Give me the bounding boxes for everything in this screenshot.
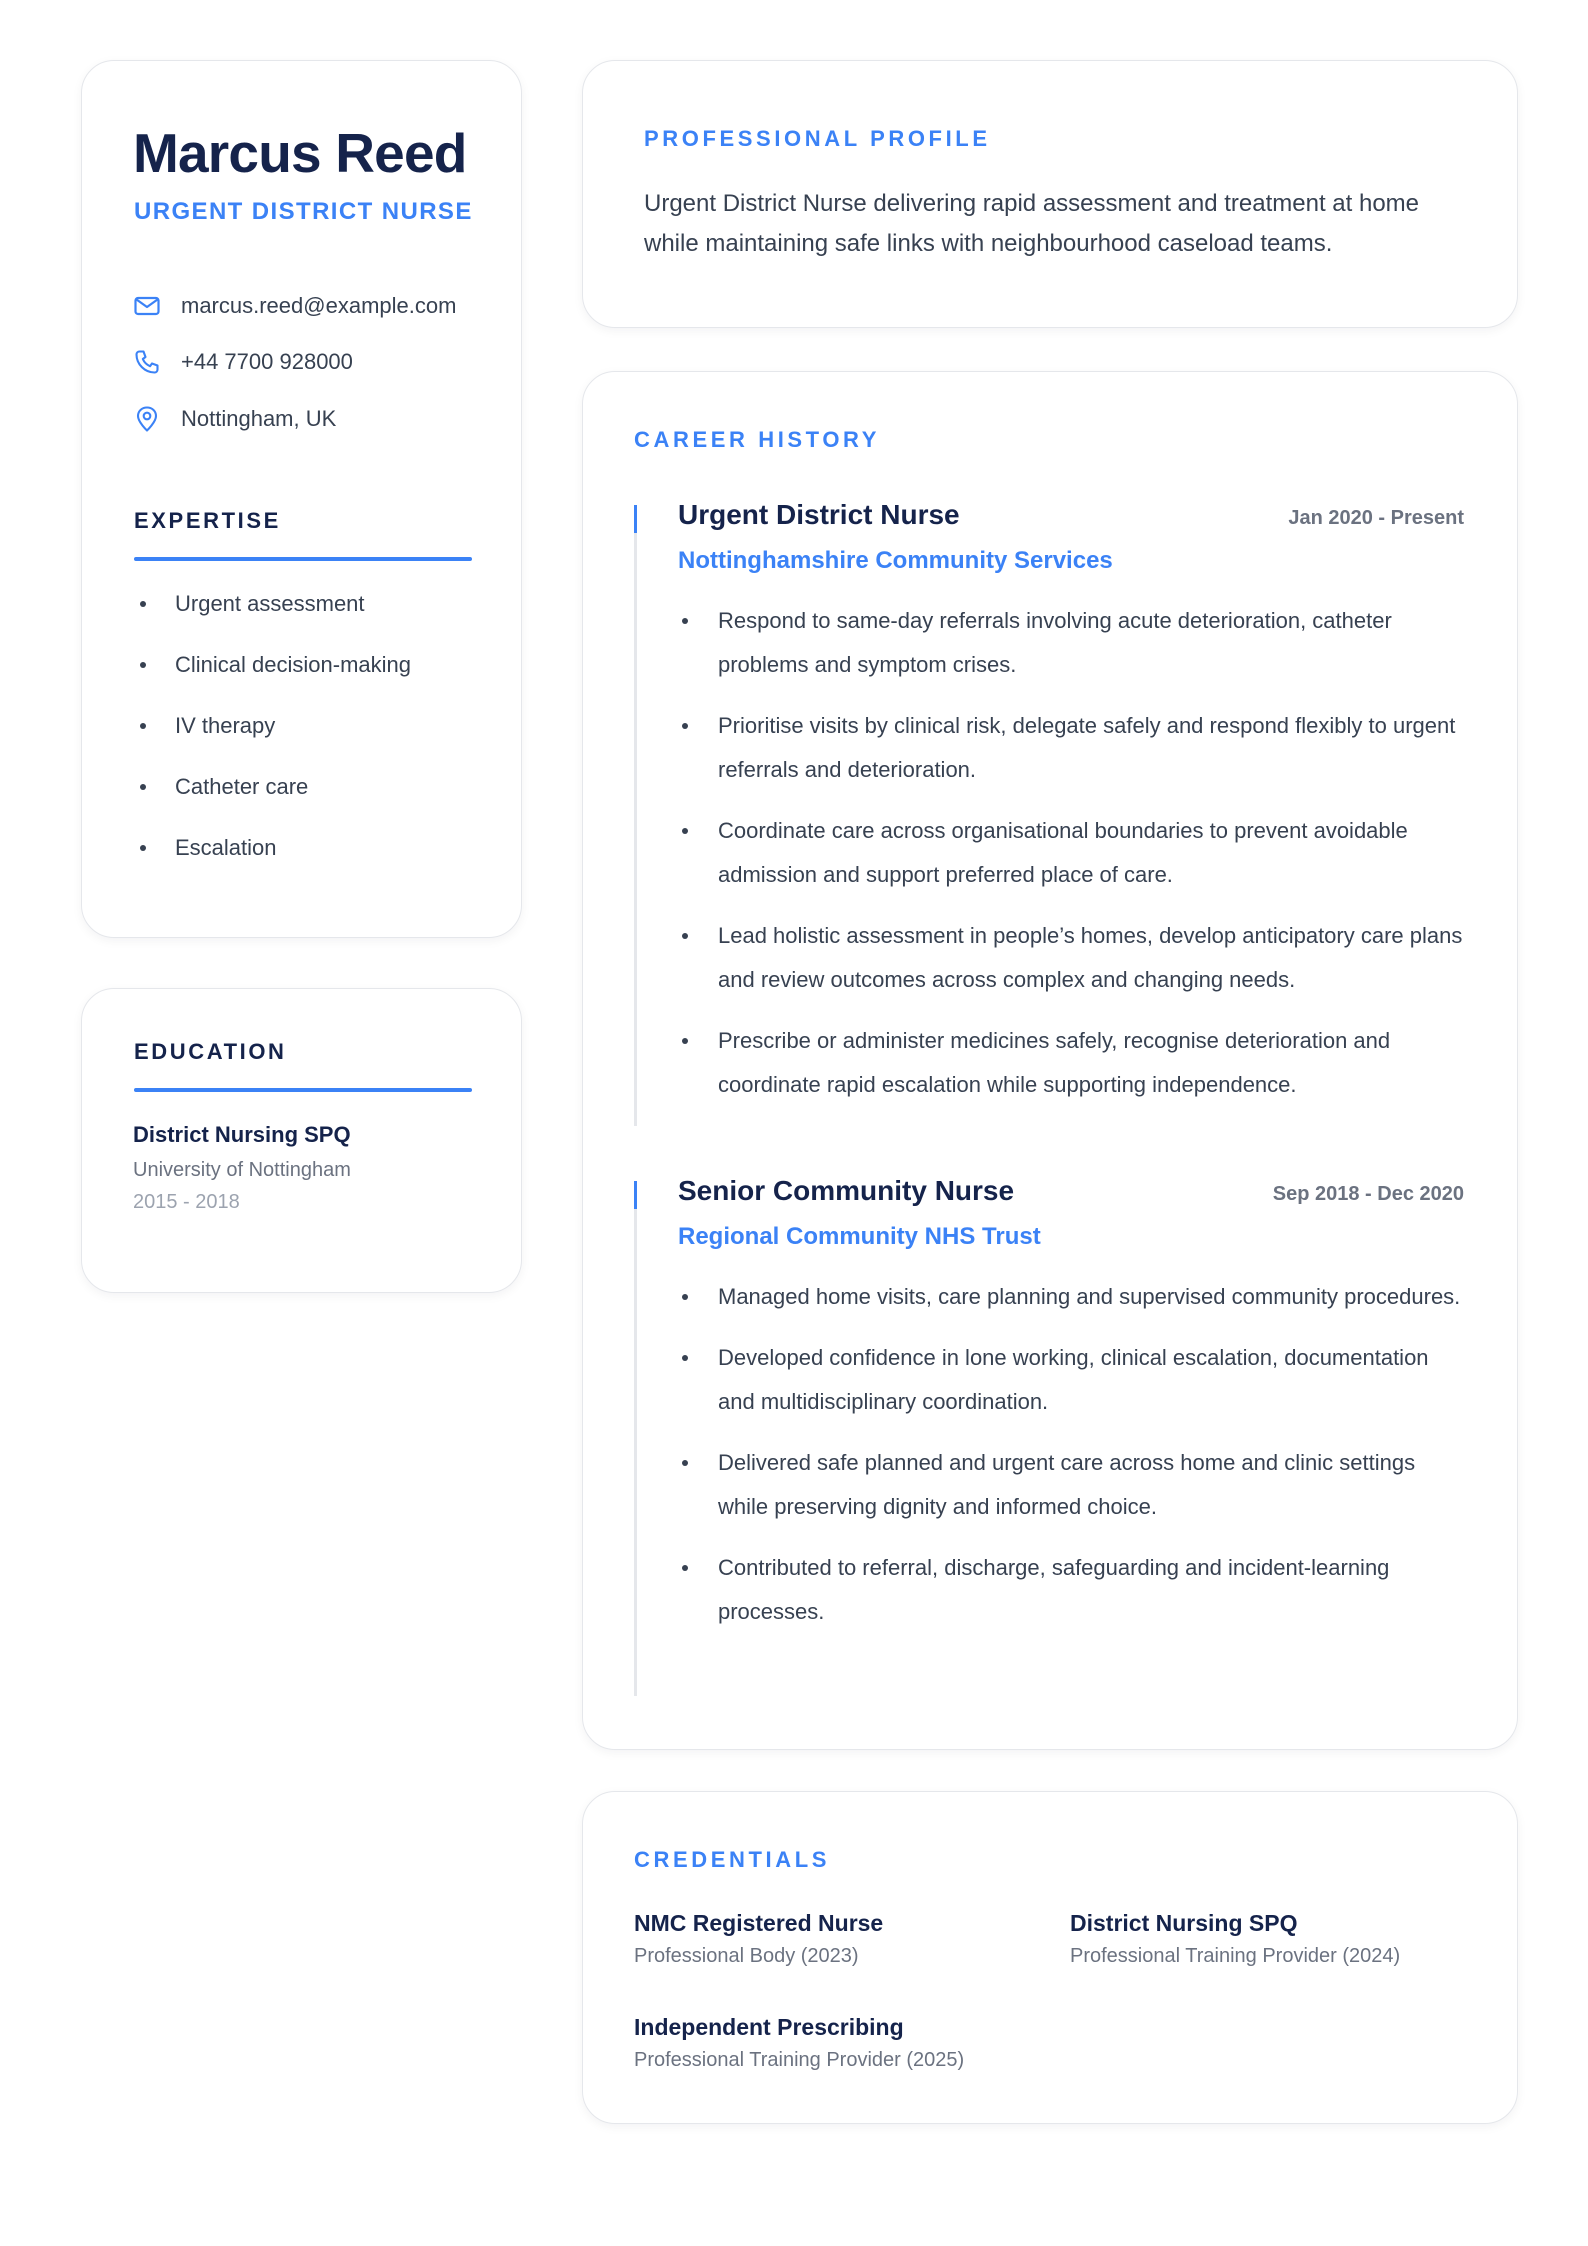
profile-summary: Urgent District Nurse delivering rapid assessment and treatment at home while maintaining safe links with neighbourhood caseload teams. [644, 190, 1420, 257]
career-card [582, 371, 1518, 1750]
career-heading: CAREER HISTORY [634, 427, 880, 452]
contact-location [133, 402, 336, 436]
bullet-dot [140, 601, 146, 607]
expertise-divider [134, 557, 472, 561]
email-text: marcus.reed@example.com [181, 293, 457, 318]
education-degree: District Nursing SPQ [133, 1122, 351, 1147]
phone-icon [133, 348, 161, 376]
location-text: Nottingham, UK [181, 406, 337, 431]
responsibility-text: Delivered safe planned and urgent care across home and clinic settings while preserving dignity and informed choice. [718, 1450, 1416, 1519]
profile-card [582, 60, 1518, 328]
skill-label: Escalation [175, 835, 277, 860]
education-heading: EDUCATION [134, 1039, 287, 1064]
credential-name: NMC Registered Nurse [634, 1910, 884, 1936]
credential-name: Independent Prescribing [634, 2014, 904, 2040]
responsibility-text: Managed home visits, care planning and supervised community procedures. [718, 1284, 1461, 1309]
bullet-dot [682, 1460, 688, 1466]
responsibility-text: Prescribe or administer medicines safely, recognise deterioration and coordinate rapid escalation while supporting independence. [718, 1028, 1391, 1097]
skill-label: Urgent assessment [175, 591, 365, 616]
education-divider [134, 1088, 472, 1092]
skill-item [134, 713, 275, 739]
credential-issuer: Professional Body (2023) [634, 1945, 859, 1967]
skill-label: Clinical decision-making [175, 652, 411, 677]
credential-issuer: Professional Training Provider (2025) [634, 2049, 965, 2071]
bullet-dot [140, 845, 146, 851]
skill-label: Catheter care [175, 774, 309, 799]
profile-heading: PROFESSIONAL PROFILE [644, 126, 991, 151]
contact-phone [133, 345, 353, 379]
responsibility-item [678, 1019, 1468, 1107]
job-responsibilities [678, 1275, 1468, 1651]
job-organization: Regional Community NHS Trust [678, 1223, 1041, 1250]
expertise-heading: EXPERTISE [134, 508, 281, 533]
mail-icon [133, 292, 161, 320]
bullet-dot [140, 784, 146, 790]
responsibility-text: Lead holistic assessment in people’s homes, develop anticipatory care plans and review outcomes across complex and changing needs. [718, 923, 1463, 992]
bullet-dot [682, 828, 688, 834]
responsibility-item [678, 914, 1468, 1002]
responsibility-text: Respond to same-day referrals involving acute deterioration, catheter problems and symptom crises. [718, 608, 1392, 677]
phone-text: +44 7700 928000 [181, 349, 353, 374]
job-entry [634, 1175, 1464, 1696]
responsibility-item [678, 1336, 1468, 1424]
responsibility-item [678, 1546, 1468, 1634]
credential-item [634, 1910, 883, 1968]
credential-issuer: Professional Training Provider (2024) [1070, 1945, 1401, 1967]
bullet-dot [682, 1355, 688, 1361]
job-dates: Jan 2020 - Present [1288, 507, 1464, 529]
job-entry [634, 499, 1464, 1126]
candidate-name: Marcus Reed [133, 122, 467, 184]
job-title: Senior Community Nurse [678, 1175, 1015, 1206]
job-responsibilities [678, 599, 1468, 1124]
education-years: 2015 - 2018 [133, 1191, 240, 1213]
responsibility-item [678, 599, 1468, 687]
skill-label: IV therapy [175, 713, 276, 738]
contact-email [133, 289, 456, 323]
job-title: Urgent District Nurse [678, 499, 960, 530]
credentials-card [582, 1791, 1518, 2124]
timeline-rail [634, 505, 637, 1126]
education-card [81, 988, 522, 1293]
credential-item [634, 2014, 964, 2072]
bullet-dot [682, 723, 688, 729]
bullet-dot [682, 618, 688, 624]
credential-item [1070, 1910, 1400, 1968]
location-pin-icon [133, 405, 161, 433]
bullet-dot [682, 1294, 688, 1300]
bullet-dot [682, 1565, 688, 1571]
job-dates: Sep 2018 - Dec 2020 [1272, 1183, 1464, 1205]
timeline-marker [634, 505, 637, 533]
identity-card [81, 60, 522, 938]
bullet-dot [140, 662, 146, 668]
credential-name: District Nursing SPQ [1070, 1910, 1298, 1936]
responsibility-item [678, 704, 1468, 792]
job-organization: Nottinghamshire Community Services [678, 547, 1113, 574]
responsibility-item [678, 809, 1468, 897]
responsibility-item [678, 1441, 1468, 1529]
candidate-role: URGENT DISTRICT NURSE [134, 198, 473, 225]
responsibility-item [678, 1275, 1468, 1319]
timeline-rail [634, 1181, 637, 1696]
credentials-heading: CREDENTIALS [634, 1847, 831, 1872]
timeline-marker [634, 1181, 637, 1209]
skill-item [134, 774, 308, 800]
skill-item [134, 835, 277, 861]
responsibility-text: Prioritise visits by clinical risk, delegate safely and respond flexibly to urgent referrals and deterioration. [718, 713, 1456, 782]
responsibility-text: Coordinate care across organisational boundaries to prevent avoidable admission and support preferred place of care. [718, 818, 1408, 887]
bullet-dot [682, 1038, 688, 1044]
bullet-dot [140, 723, 146, 729]
education-school: University of Nottingham [133, 1159, 351, 1181]
responsibility-text: Contributed to referral, discharge, safeguarding and incident-learning processes. [718, 1555, 1390, 1624]
skill-item [134, 591, 365, 617]
skill-item [134, 652, 411, 678]
responsibility-text: Developed confidence in lone working, clinical escalation, documentation and multidisciplinary coordination. [718, 1345, 1429, 1414]
bullet-dot [682, 933, 688, 939]
